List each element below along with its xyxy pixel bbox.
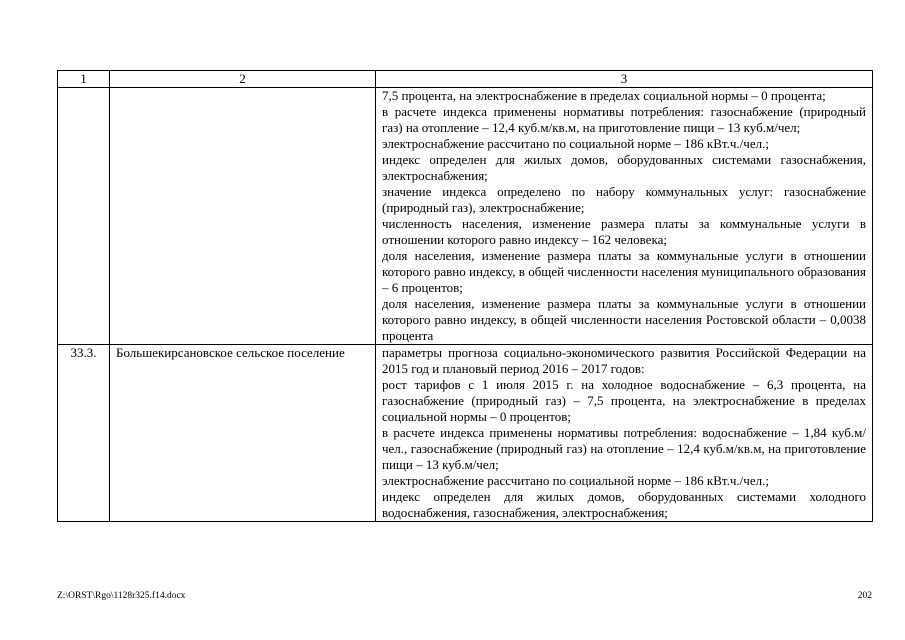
paragraph: численность населения, изменение размера платы за коммунальные услуги в отношении которого равно индексу – 162 человека; xyxy=(382,216,866,247)
file-path-footer: Z:\ORST\Rgo\1128r325.f14.docx xyxy=(57,591,186,601)
paragraph: параметры прогноза социально-экономического развития Российской Федерации на 2015 год и плановый период 2016 – 2017 годов: xyxy=(382,345,866,376)
paragraph: в расчете индекса применены нормативы потребления: газоснабжение (природный газ) на отопление – 12,4 куб.м/кв.м, на приготовление пищи – 13 куб.м/чел; xyxy=(382,104,866,135)
paragraph: значение индекса определено по набору коммунальных услуг: газоснабжение (природный газ), электроснабжение; xyxy=(382,184,866,215)
settlement-name-cell xyxy=(110,88,376,345)
paragraph: рост тарифов с 1 июля 2015 г. на холодное водоснабжение – 6,3 процента, на газоснабжение (природный газ) – 7,5 процента, на электроснабжение в пределах социальной нормы – 0 процентов; xyxy=(382,377,866,424)
paragraph: доля населения, изменение размера платы за коммунальные услуги в отношении которого равно индексу, в общей численности населения муниципального образования – 6 процентов; xyxy=(382,248,866,295)
row-number-cell xyxy=(58,88,110,345)
table-header-row xyxy=(58,71,873,88)
paragraph: 7,5 процента, на электроснабжение в пределах социальной нормы – 0 процента; xyxy=(382,88,826,103)
paragraph: электроснабжение рассчитано по социальной норме – 186 кВт.ч./чел.; xyxy=(382,473,769,488)
table-row xyxy=(58,345,873,522)
paragraph: индекс определен для жилых домов, оборудованных системами газоснабжения, электроснабжения; xyxy=(382,152,866,183)
paragraph: в расчете индекса применены нормативы потребления: водоснабжение – 1,84 куб.м/чел., газоснабжение (природный газ) на отопление – 12,4 куб.м/кв.м, на приготовление пищи – 13 куб.м/чел; xyxy=(382,425,866,472)
parameters-cell xyxy=(376,345,873,522)
table-row xyxy=(58,88,873,345)
column-header-2: 2 xyxy=(110,71,376,88)
data-table xyxy=(57,70,873,522)
paragraph: доля населения, изменение размера платы за коммунальные услуги в отношении которого равно индексу, в общей численности населения Ростовской области – 0,0038 процента xyxy=(382,296,866,343)
paragraph: электроснабжение рассчитано по социальной норме – 186 кВт.ч./чел.; xyxy=(382,136,769,151)
row-number-cell: 33.3. xyxy=(58,345,110,522)
column-header-3: 3 xyxy=(376,71,873,88)
column-header-1: 1 xyxy=(58,71,110,88)
settlement-name-cell: Большекирсановское сельское поселение xyxy=(110,345,376,522)
paragraph: индекс определен для жилых домов, оборудованных системами холодного водоснабжения, газоснабжения, электроснабжения; xyxy=(382,489,866,520)
parameters-cell xyxy=(376,88,873,345)
page-number: 202 xyxy=(857,591,872,601)
